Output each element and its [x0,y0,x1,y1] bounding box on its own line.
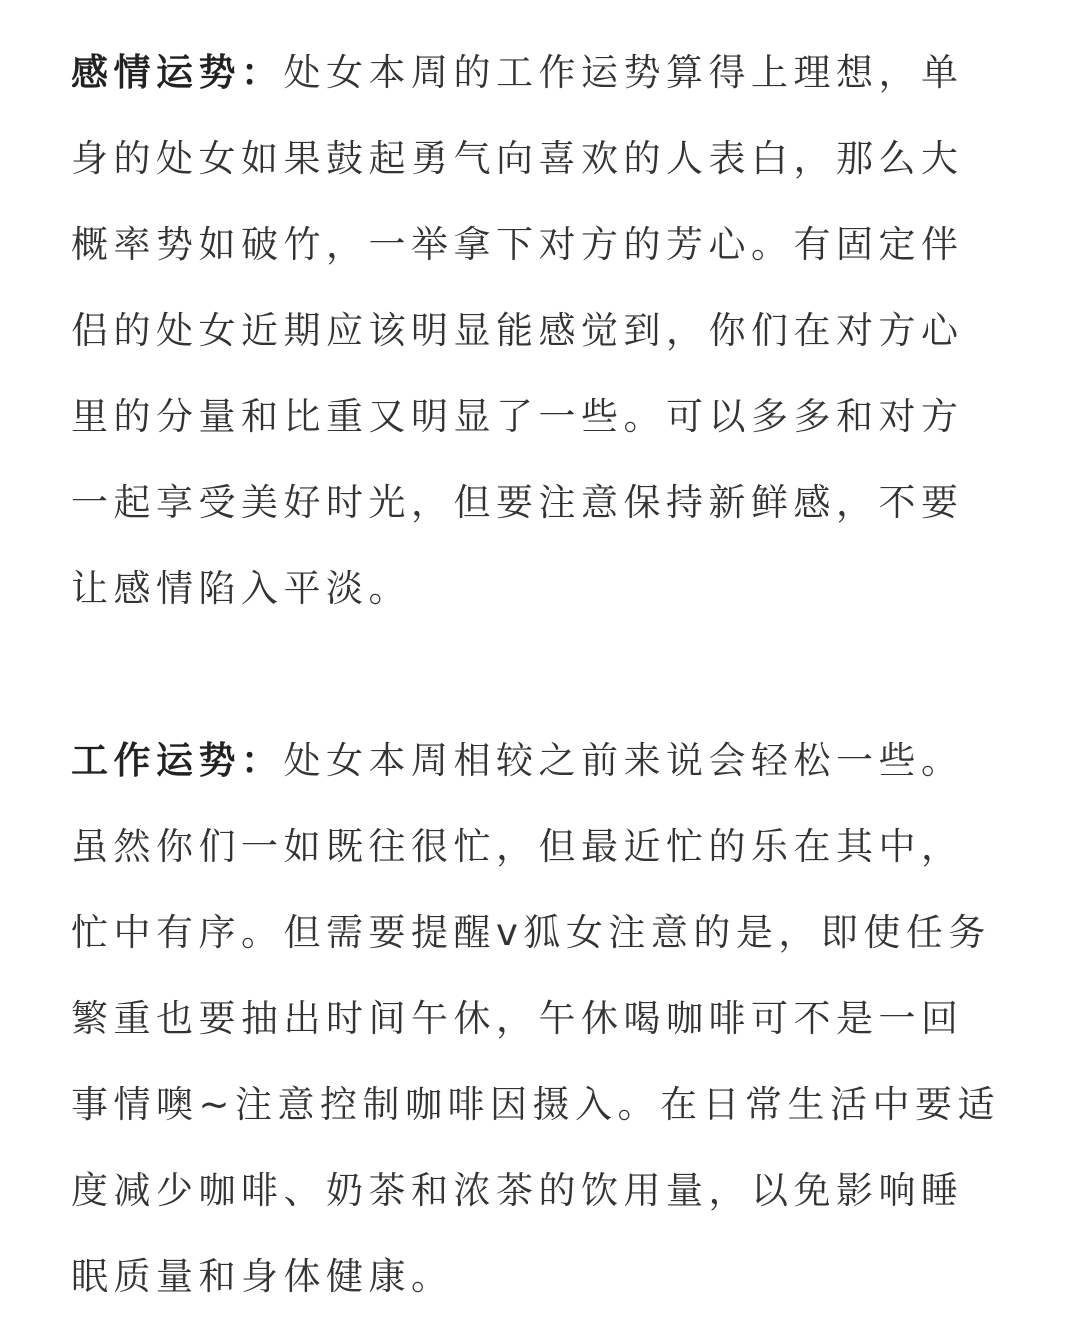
love-fortune-heading: 感情运势： [71,51,284,94]
love-fortune-section [71,30,1011,632]
work-fortune-heading: 工作运势： [71,739,284,782]
article-body [71,30,1011,1320]
work-fortune-text: 处女本周相较之前来说会轻松一些。 [283,739,964,782]
text-line: 一起享受美好时光，但要注意保持新鲜感，不要 [71,481,964,524]
text-line: 侣的处女近期应该明显能感觉到，你们在对方心 [71,309,964,352]
text-line [71,718,1011,804]
text-line: 概率势如破竹，一举拿下对方的芳心。有固定伴 [71,223,964,266]
text-line [71,30,1011,116]
text-line: 里的分量和比重又明显了一些。可以多多和对方 [71,395,964,438]
text-line: 眠质量和身体健康。 [71,1255,454,1298]
text-line: 虽然你们一如既往很忙，但最近忙的乐在其中， [71,825,964,868]
text-line: 让感情陷入平淡。 [71,567,411,610]
text-line: 身的处女如果鼓起勇气向喜欢的人表白，那么大 [71,137,964,180]
text-line: 繁重也要抽出时间午休，午休喝咖啡可不是一回 [71,997,964,1040]
text-line: 忙中有序。但需要提醒v狐女注意的是，即使任务 [71,911,991,954]
work-fortune-section [71,718,1011,1320]
text-line: 事情噢~注意控制咖啡因摄入。在日常生活中要适 [71,1083,1001,1126]
love-fortune-text: 处女本周的工作运势算得上理想，单 [283,51,964,94]
text-line: 度减少咖啡、奶茶和浓茶的饮用量，以免影响睡 [71,1169,964,1212]
